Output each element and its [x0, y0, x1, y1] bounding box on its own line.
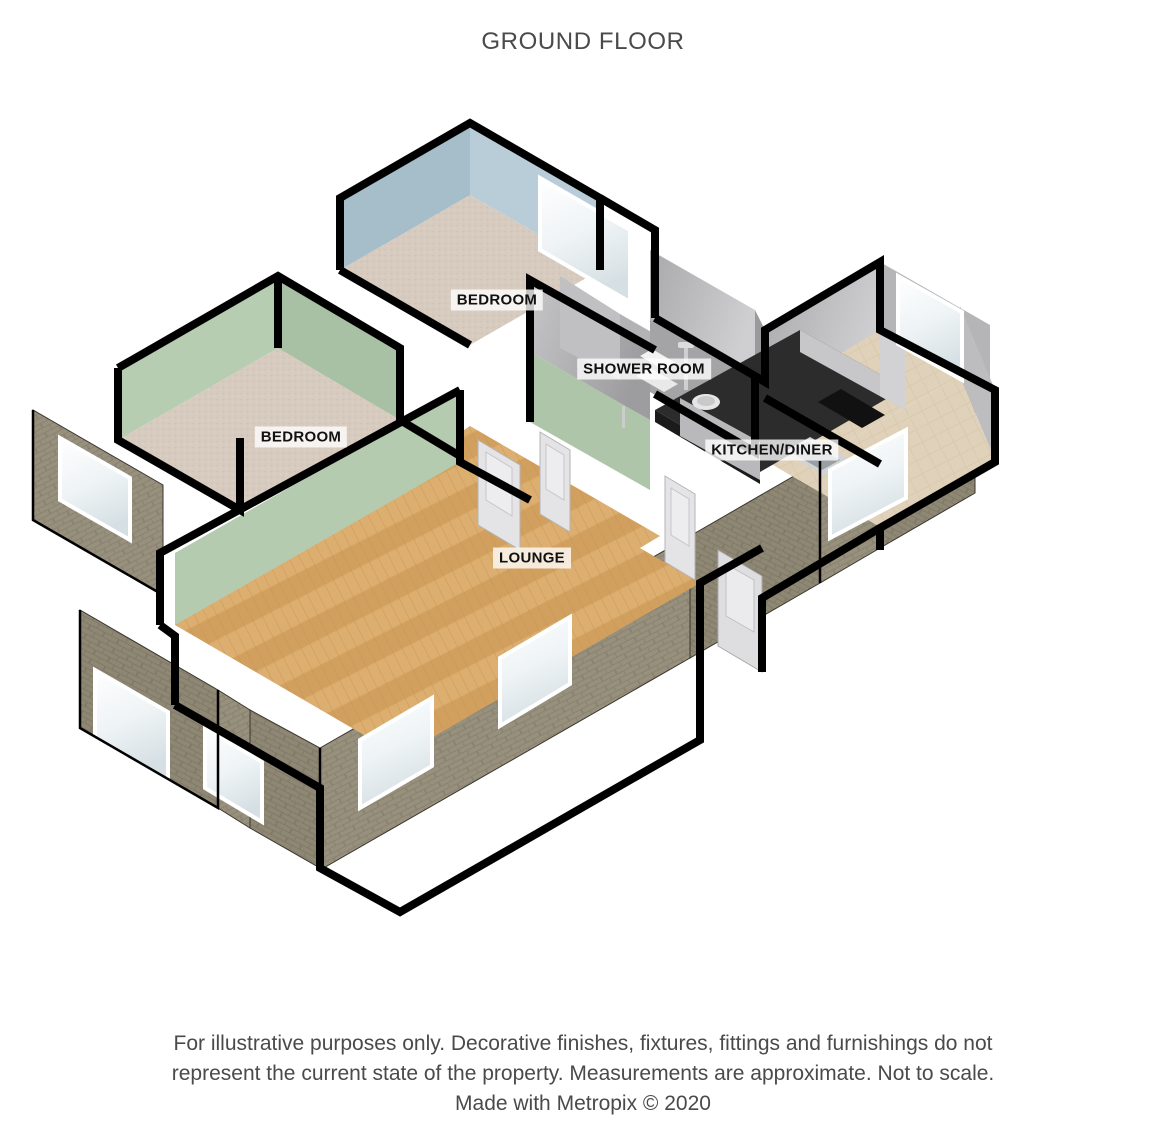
footer-line-3: Made with Metropix © 2020 [455, 1092, 711, 1115]
floorplan-svg [0, 80, 1166, 960]
room-label-bedroom-front: BEDROOM [255, 427, 347, 448]
page-title: GROUND FLOOR [481, 28, 685, 55]
room-label-kitchen-diner: KITCHEN/DINER [705, 440, 838, 461]
floorplan-drawing [0, 80, 1166, 960]
room-label-bedroom-rear: BEDROOM [451, 290, 543, 311]
room-label-lounge: LOUNGE [493, 548, 571, 569]
footer-line-1: For illustrative purposes only. Decorative finishes, fixtures, fittings and furnishings do not [173, 1032, 993, 1055]
footer-disclaimer [0, 1029, 1166, 1119]
room-label-shower-room: SHOWER ROOM [577, 359, 711, 380]
footer-line-2: represent the current state of the property. Measurements are approximate. Not to scale. [171, 1062, 995, 1085]
